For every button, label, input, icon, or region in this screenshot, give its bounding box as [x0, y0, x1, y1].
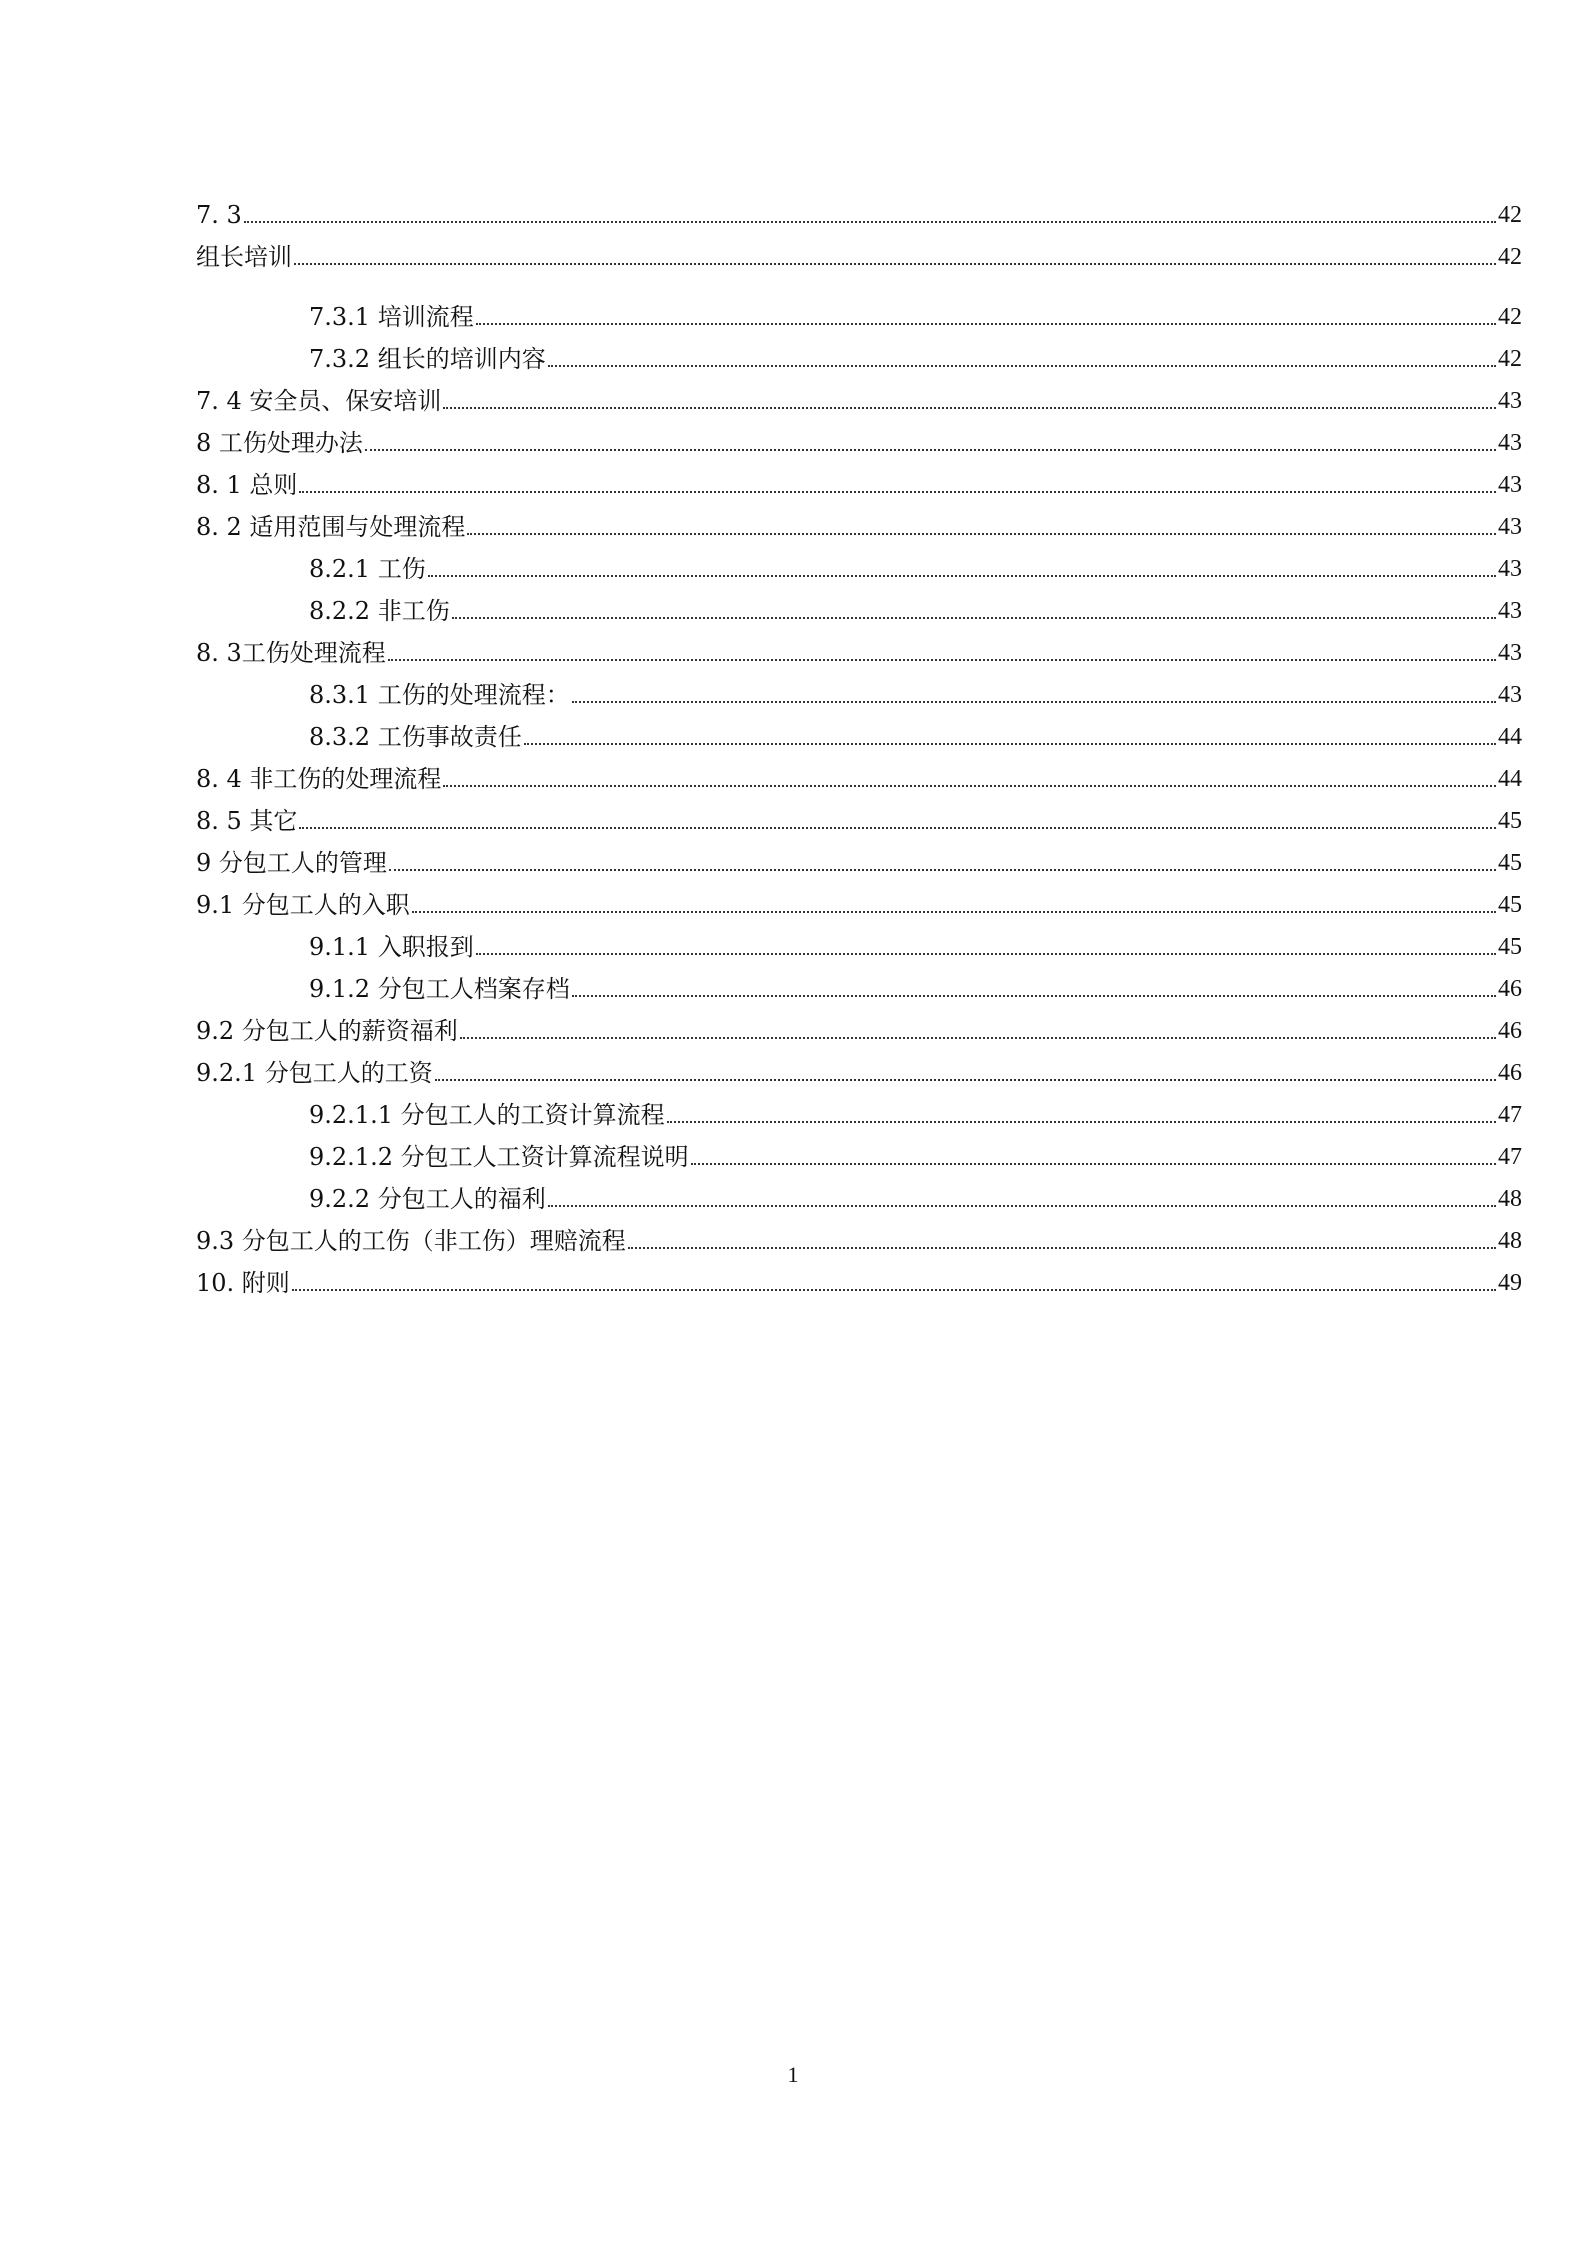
toc-entry-page: 44	[1498, 724, 1522, 750]
toc-entry-page: 43	[1498, 640, 1522, 666]
toc-entry-page: 43	[1498, 472, 1522, 498]
toc-entry-title: 8. 2 适用范围与处理流程	[196, 513, 466, 541]
toc-entry[interactable]	[196, 962, 1522, 1004]
toc-dot-leader	[476, 953, 1496, 955]
toc-entry-title: 9.2.1.1 分包工人的工资计算流程	[309, 1101, 665, 1129]
toc-entry-page: 44	[1498, 766, 1522, 792]
toc-entry-title: 9 分包工人的管理	[196, 849, 387, 877]
toc-dot-leader	[428, 575, 1496, 577]
toc-dot-leader	[292, 1289, 1496, 1291]
toc-entry-title: 组长培训	[196, 243, 292, 271]
toc-entry-title: 9.1 分包工人的入职	[196, 891, 410, 919]
toc-dot-leader	[365, 449, 1496, 451]
toc-dot-leader	[299, 491, 1496, 493]
toc-entry[interactable]	[196, 332, 1522, 374]
toc-entry[interactable]	[196, 374, 1522, 416]
toc-entry-title: 9.2 分包工人的薪资福利	[196, 1017, 458, 1045]
toc-entry-page: 42	[1498, 304, 1522, 330]
toc-entry-title: 8. 4 非工伤的处理流程	[196, 765, 442, 793]
toc-entry[interactable]	[196, 416, 1522, 458]
toc-entry-page: 49	[1498, 1270, 1522, 1296]
toc-entry-title: 9.2.1.2 分包工人工资计算流程说明	[309, 1143, 689, 1171]
toc-entry-page: 46	[1498, 1018, 1522, 1044]
toc-dot-leader	[572, 995, 1496, 997]
toc-entry[interactable]	[196, 230, 1522, 272]
toc-dot-leader	[572, 701, 1496, 703]
toc-entry[interactable]	[196, 878, 1522, 920]
toc-entry-page: 48	[1498, 1228, 1522, 1254]
toc-dot-leader	[443, 785, 1496, 787]
toc-entry-title: 8 工伤处理办法	[196, 429, 363, 457]
page-number: 1	[787, 2062, 799, 2087]
toc-entry[interactable]	[196, 836, 1522, 878]
toc-entry-page: 47	[1498, 1102, 1522, 1128]
toc-entry-title: 8.2.2 非工伤	[309, 597, 450, 625]
toc-entry-page: 42	[1498, 202, 1522, 228]
toc-entry-title: 7. 3	[196, 201, 242, 229]
toc-entry-title: 8. 3工伤处理流程	[196, 639, 386, 667]
toc-dot-leader	[388, 659, 1496, 661]
toc-entry-page: 43	[1498, 514, 1522, 540]
toc-entry-page: 45	[1498, 934, 1522, 960]
toc-dot-leader	[460, 1037, 1496, 1039]
toc-entry-page: 45	[1498, 850, 1522, 876]
toc-dot-leader	[548, 365, 1496, 367]
toc-entry[interactable]	[196, 626, 1522, 668]
toc-dot-leader	[452, 617, 1496, 619]
toc-entry-title: 7. 4 安全员、保安培训	[196, 387, 442, 415]
toc-entry[interactable]	[196, 290, 1522, 332]
toc-entry-page: 43	[1498, 388, 1522, 414]
toc-entry[interactable]	[196, 1172, 1522, 1214]
toc-entry-page: 45	[1498, 808, 1522, 834]
toc-dot-leader	[435, 1079, 1496, 1081]
toc-dot-leader	[294, 263, 1496, 265]
toc-entry-page: 43	[1498, 598, 1522, 624]
toc-entry[interactable]	[196, 458, 1522, 500]
toc-entry[interactable]	[196, 1130, 1522, 1172]
toc-entry[interactable]	[196, 668, 1522, 710]
table-of-contents	[196, 188, 1522, 1298]
toc-entry-title: 9.2.1 分包工人的工资	[196, 1059, 433, 1087]
toc-entry[interactable]	[196, 794, 1522, 836]
toc-entry-title: 7.3.1 培训流程	[309, 303, 474, 331]
toc-entry[interactable]	[196, 584, 1522, 626]
toc-entry-title: 9.1.1 入职报到	[309, 933, 474, 961]
toc-entry[interactable]	[196, 1046, 1522, 1088]
toc-entry-title: 10. 附则	[196, 1269, 290, 1297]
toc-dot-leader	[443, 407, 1496, 409]
toc-entry-page: 47	[1498, 1144, 1522, 1170]
toc-entry[interactable]	[196, 1088, 1522, 1130]
toc-entry[interactable]	[196, 1214, 1522, 1256]
toc-entry-page: 43	[1498, 682, 1522, 708]
toc-entry-title: 8. 5 其它	[196, 807, 298, 835]
toc-dot-leader	[667, 1121, 1496, 1123]
toc-entry[interactable]	[196, 500, 1522, 542]
toc-dot-leader	[412, 911, 1496, 913]
toc-entry-title: 9.2.2 分包工人的福利	[309, 1185, 546, 1213]
toc-entry-page: 45	[1498, 892, 1522, 918]
toc-entry-page: 46	[1498, 1060, 1522, 1086]
toc-entry[interactable]	[196, 752, 1522, 794]
toc-entry[interactable]	[196, 1004, 1522, 1046]
toc-entry-title: 8. 1 总则	[196, 471, 298, 499]
toc-entry[interactable]	[196, 1256, 1522, 1298]
toc-entry[interactable]	[196, 188, 1522, 230]
toc-entry-title: 9.3 分包工人的工伤（非工伤）理赔流程	[196, 1227, 626, 1255]
toc-entry[interactable]	[196, 710, 1522, 752]
toc-dot-leader	[524, 743, 1496, 745]
toc-entry-page: 43	[1498, 430, 1522, 456]
toc-dot-leader	[691, 1163, 1496, 1165]
toc-entry-title: 9.1.2 分包工人档案存档	[309, 975, 570, 1003]
toc-entry-page: 43	[1498, 556, 1522, 582]
toc-entry-title: 8.3.1 工伤的处理流程：	[309, 681, 570, 709]
toc-dot-leader	[628, 1247, 1496, 1249]
toc-entry-title: 7.3.2 组长的培训内容	[309, 345, 546, 373]
toc-dot-leader	[467, 533, 1496, 535]
toc-entry-page: 42	[1498, 244, 1522, 270]
toc-dot-leader	[548, 1205, 1496, 1207]
toc-entry-title: 8.3.2 工伤事故责任	[309, 723, 522, 751]
toc-entry-page: 48	[1498, 1186, 1522, 1212]
toc-entry-page: 46	[1498, 976, 1522, 1002]
toc-entry-page: 42	[1498, 346, 1522, 372]
toc-entry-title: 8.2.1 工伤	[309, 555, 426, 583]
toc-entry[interactable]	[196, 542, 1522, 584]
toc-dot-leader	[476, 323, 1496, 325]
toc-entry[interactable]	[196, 920, 1522, 962]
toc-dot-leader	[389, 869, 1496, 871]
toc-dot-leader	[299, 827, 1496, 829]
toc-dot-leader	[244, 221, 1496, 223]
